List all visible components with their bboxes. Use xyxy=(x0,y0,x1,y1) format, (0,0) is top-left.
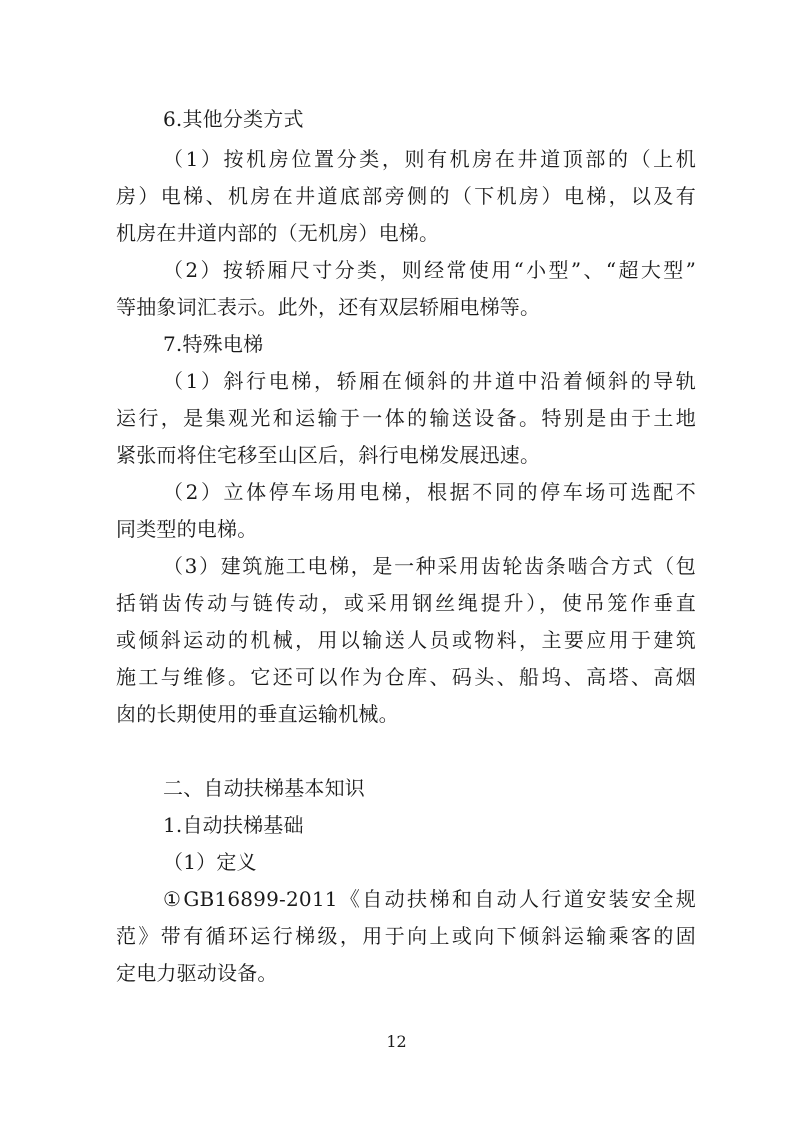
paragraph-line: 囱的长期使用的垂直运输机械。 xyxy=(116,702,399,726)
paragraph-line: 运行，是集观光和运输于一体的输送设备。特别是由于土地 xyxy=(116,406,696,430)
section-heading-escalator: 二、自动扶梯基本知识 xyxy=(163,776,365,800)
page-number: 12 xyxy=(386,1032,407,1051)
paragraph-line: 机房在井道内部的（无机房）电梯。 xyxy=(116,221,440,245)
paragraph-line: （2）按轿厢尺寸分类，则经常使用“小型”、“超大型” xyxy=(163,258,696,282)
paragraph-line: 施工与维修。它还可以作为仓库、码头、船坞、高塔、高烟 xyxy=(116,665,696,689)
paragraph-line: 紧张而将住宅移至山区后，斜行电梯发展迅速。 xyxy=(116,443,541,467)
heading-special-elevators: 7.特殊电梯 xyxy=(163,332,264,356)
subheading-escalator-basics: 1.自动扶梯基础 xyxy=(163,813,304,837)
paragraph-line: 括销齿传动与链传动，或采用钢丝绳提升），使吊笼作垂直 xyxy=(116,591,696,615)
paragraph-line: ①GB16899-2011《自动扶梯和自动人行道安装安全规 xyxy=(163,887,696,911)
paragraph-line: （1）按机房位置分类，则有机房在井道顶部的（上机 xyxy=(163,147,696,171)
paragraph-line: 范》带有循环运行梯级，用于向上或向下倾斜运输乘客的固 xyxy=(116,924,696,948)
subheading-definition: （1）定义 xyxy=(163,850,257,874)
paragraph-line: 等抽象词汇表示。此外，还有双层轿厢电梯等。 xyxy=(116,295,541,319)
paragraph-line: （1）斜行电梯，轿厢在倾斜的井道中沿着倾斜的导轨 xyxy=(163,369,696,393)
paragraph-line: 房）电梯、机房在井道底部旁侧的（下机房）电梯，以及有 xyxy=(116,184,696,208)
paragraph-line: 或倾斜运动的机械，用以输送人员或物料，主要应用于建筑 xyxy=(116,628,696,652)
paragraph-line: （2）立体停车场用电梯，根据不同的停车场可选配不 xyxy=(163,480,696,504)
paragraph-line: 同类型的电梯。 xyxy=(116,517,258,541)
paragraph-line: 定电力驱动设备。 xyxy=(116,961,278,985)
paragraph-line: （3）建筑施工电梯，是一种采用齿轮齿条啮合方式（包 xyxy=(163,554,696,578)
heading-other-classification: 6.其他分类方式 xyxy=(163,107,304,131)
